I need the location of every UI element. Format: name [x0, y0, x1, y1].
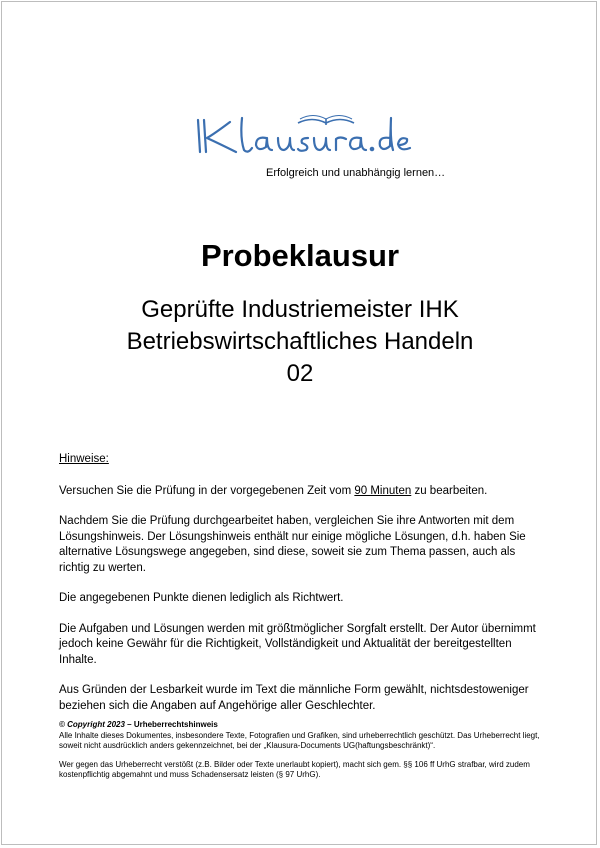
notes-paragraph: Die angegebenen Punkte dienen lediglich als Richtwert.: [59, 592, 344, 604]
subtitle: [0, 294, 600, 390]
copyright-notice: [59, 720, 544, 789]
notes-paragraph: Nachdem Sie die Prüfung durchgearbeitet haben, vergleichen Sie ihre Antworten mit dem Lösungshinweis. Der Lösungshinweis enthält nur einige mögliche Lösungen, d.h. haben Sie alternative Lösungswege angegeben, sind diese, soweit sie zum Thema passen, auch als richtig zu werten.: [59, 515, 526, 574]
notes-paragraph: Die Aufgaben und Lösungen werden mit größtmöglicher Sorgfalt erstellt. Der Autor übernimmt jedoch keine Gewähr für die Richtigkeit, Vollständigkeit und Aktualität der bereitgestellten Inhalte.: [59, 622, 536, 666]
tagline: Erfolgreich und unabhängig lernen…: [266, 167, 446, 179]
notes-heading: Hinweise:: [59, 453, 109, 465]
notes-text: zu bearbeiten.: [411, 484, 488, 497]
notes-paragraph: Aus Gründen der Lesbarkeit wurde im Text die männliche Form gewählt, nichtsdestoweniger beziehen sich die Angaben auf Angehörige aller Geschlechter.: [59, 684, 529, 712]
time-limit: 90 Minuten: [354, 484, 412, 497]
page-title: Probeklausur: [200, 238, 400, 273]
copyright-paragraph: Wer gegen das Urheberrecht verstößt (z.B. Bilder oder Texte unerlaubt kopiert), macht sich gem. §§ 106 ff UrhG strafbar, wird zudem kostenpflichtig abgemahnt und muss Schadensersatz leisten (§ 97 UrhG).: [59, 759, 530, 779]
notes-paragraph: [59, 484, 549, 500]
notes-text: Versuchen Sie die Prüfung in der vorgegebenen Zeit vom: [59, 484, 355, 497]
notes-section: [59, 452, 549, 729]
klausura-logo: [190, 100, 440, 170]
subtitle-line: Betriebswirtschaftliches Handeln: [126, 328, 474, 355]
copyright-paragraph: Alle Inhalte dieses Dokumentes, insbesondere Texte, Fotografien und Grafiken, sind urheberrechtlich geschützt. Das Urheberrecht liegt, soweit nicht ausdrücklich anders gekennzeichnet, bei der „Klausura-Documents UG(haftungsbeschränkt)“.: [59, 730, 540, 750]
copyright-heading: – Urheberrechtshinweis: [124, 720, 218, 729]
subtitle-line: Geprüfte Industriemeister IHK: [141, 296, 459, 323]
subtitle-line: 02: [286, 360, 314, 387]
copyright-year: © Copyright 2023: [59, 720, 125, 729]
book-icon: [298, 116, 354, 126]
copyright-title: [59, 720, 544, 731]
